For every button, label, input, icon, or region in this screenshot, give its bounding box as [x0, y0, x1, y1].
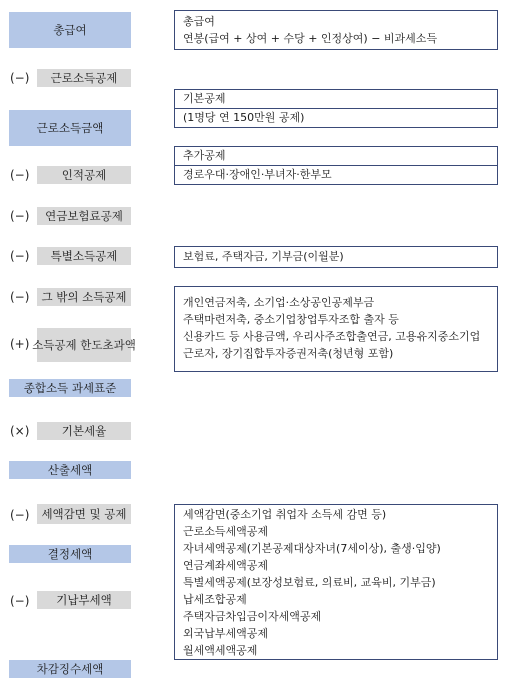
prepaid-tax-label: 기납부세액: [37, 591, 131, 609]
note-line: 연금계좌세액공제: [183, 559, 269, 572]
note-line: 연봉(급여 + 상여 + 수당 + 인정상여) − 비과세소득: [183, 32, 438, 45]
plus-operator: (+): [10, 337, 30, 351]
note-line: 월세액세액공제: [183, 644, 258, 657]
personal-deduction-label: 인적공제: [37, 166, 131, 184]
note-line: 추가공제: [183, 149, 226, 162]
note-line: 특별세액공제(보장성보험료, 의료비, 교육비, 기부금): [183, 576, 436, 589]
note-line: 경로우대·장애인·부녀자·한부모: [175, 165, 497, 184]
tax-base-label: 종합소득 과세표준: [9, 379, 131, 397]
note-line: 기본공제: [183, 92, 226, 105]
pension-deduction-label: 연금보험료공제: [37, 207, 131, 225]
calculated-tax-label: 산출세액: [9, 461, 131, 479]
special-deduction-note: [174, 246, 498, 268]
basic-rate-label: 기본세율: [37, 422, 131, 440]
withholding-tax-label: 차감징수세액: [9, 660, 131, 678]
note-line: 근로자, 장기집합투자증권저축(청년형 포함): [183, 347, 394, 360]
minus-operator: (−): [10, 508, 30, 522]
note-line: 개인연금저축, 소기업·소상공인공제부금: [183, 296, 375, 309]
note-line: 총급여: [183, 15, 215, 28]
determined-tax-label: 결정세액: [9, 545, 131, 563]
multiply-operator: (×): [10, 424, 30, 438]
minus-operator: (−): [10, 290, 30, 304]
note-line: 자녀세액공제(기본공제대상자녀(7세이상), 출생·입양): [183, 542, 441, 555]
additional-deduction-note: [174, 146, 498, 185]
note-line: 주택마련저축, 중소기업창업투자조합 출자 등: [183, 313, 399, 326]
note-line: (1명당 연 150만원 공제): [175, 108, 497, 127]
note-line: 외국납부세액공제: [183, 627, 269, 640]
labor-income-label: 근로소득금액: [9, 110, 131, 146]
basic-deduction-note: [174, 89, 498, 128]
note-line: 납세조합공제: [183, 593, 247, 606]
note-line: 근로소득세액공제: [183, 525, 269, 538]
minus-operator: (−): [10, 209, 30, 223]
minus-operator: (−): [10, 594, 30, 608]
note-line: 주택자금차입금이자세액공제: [183, 610, 322, 623]
special-deduction-label: 특별소득공제: [37, 247, 131, 265]
labor-deduction-label: 근로소득공제: [37, 69, 131, 87]
minus-operator: (−): [10, 249, 30, 263]
minus-operator: (−): [10, 168, 30, 182]
excess-limit-label: 소득공제 한도초과액: [37, 328, 131, 362]
gross-income-note: [174, 10, 498, 50]
other-deduction-note: [174, 286, 498, 372]
tax-credit-label: 세액감면 및 공제: [37, 504, 131, 524]
gross-income-label: 총급여: [9, 12, 131, 48]
tax-credit-note: [174, 504, 498, 660]
note-line: 보험료, 주택자금, 기부금(이월분): [183, 250, 344, 263]
other-deduction-label: 그 밖의 소득공제: [37, 288, 131, 306]
note-line: 세액감면(중소기업 취업자 소득세 감면 등): [183, 508, 387, 521]
note-line: 신용카드 등 사용금액, 우리사주조합출연금, 고용유지중소기업: [183, 330, 481, 343]
minus-operator: (−): [10, 71, 30, 85]
